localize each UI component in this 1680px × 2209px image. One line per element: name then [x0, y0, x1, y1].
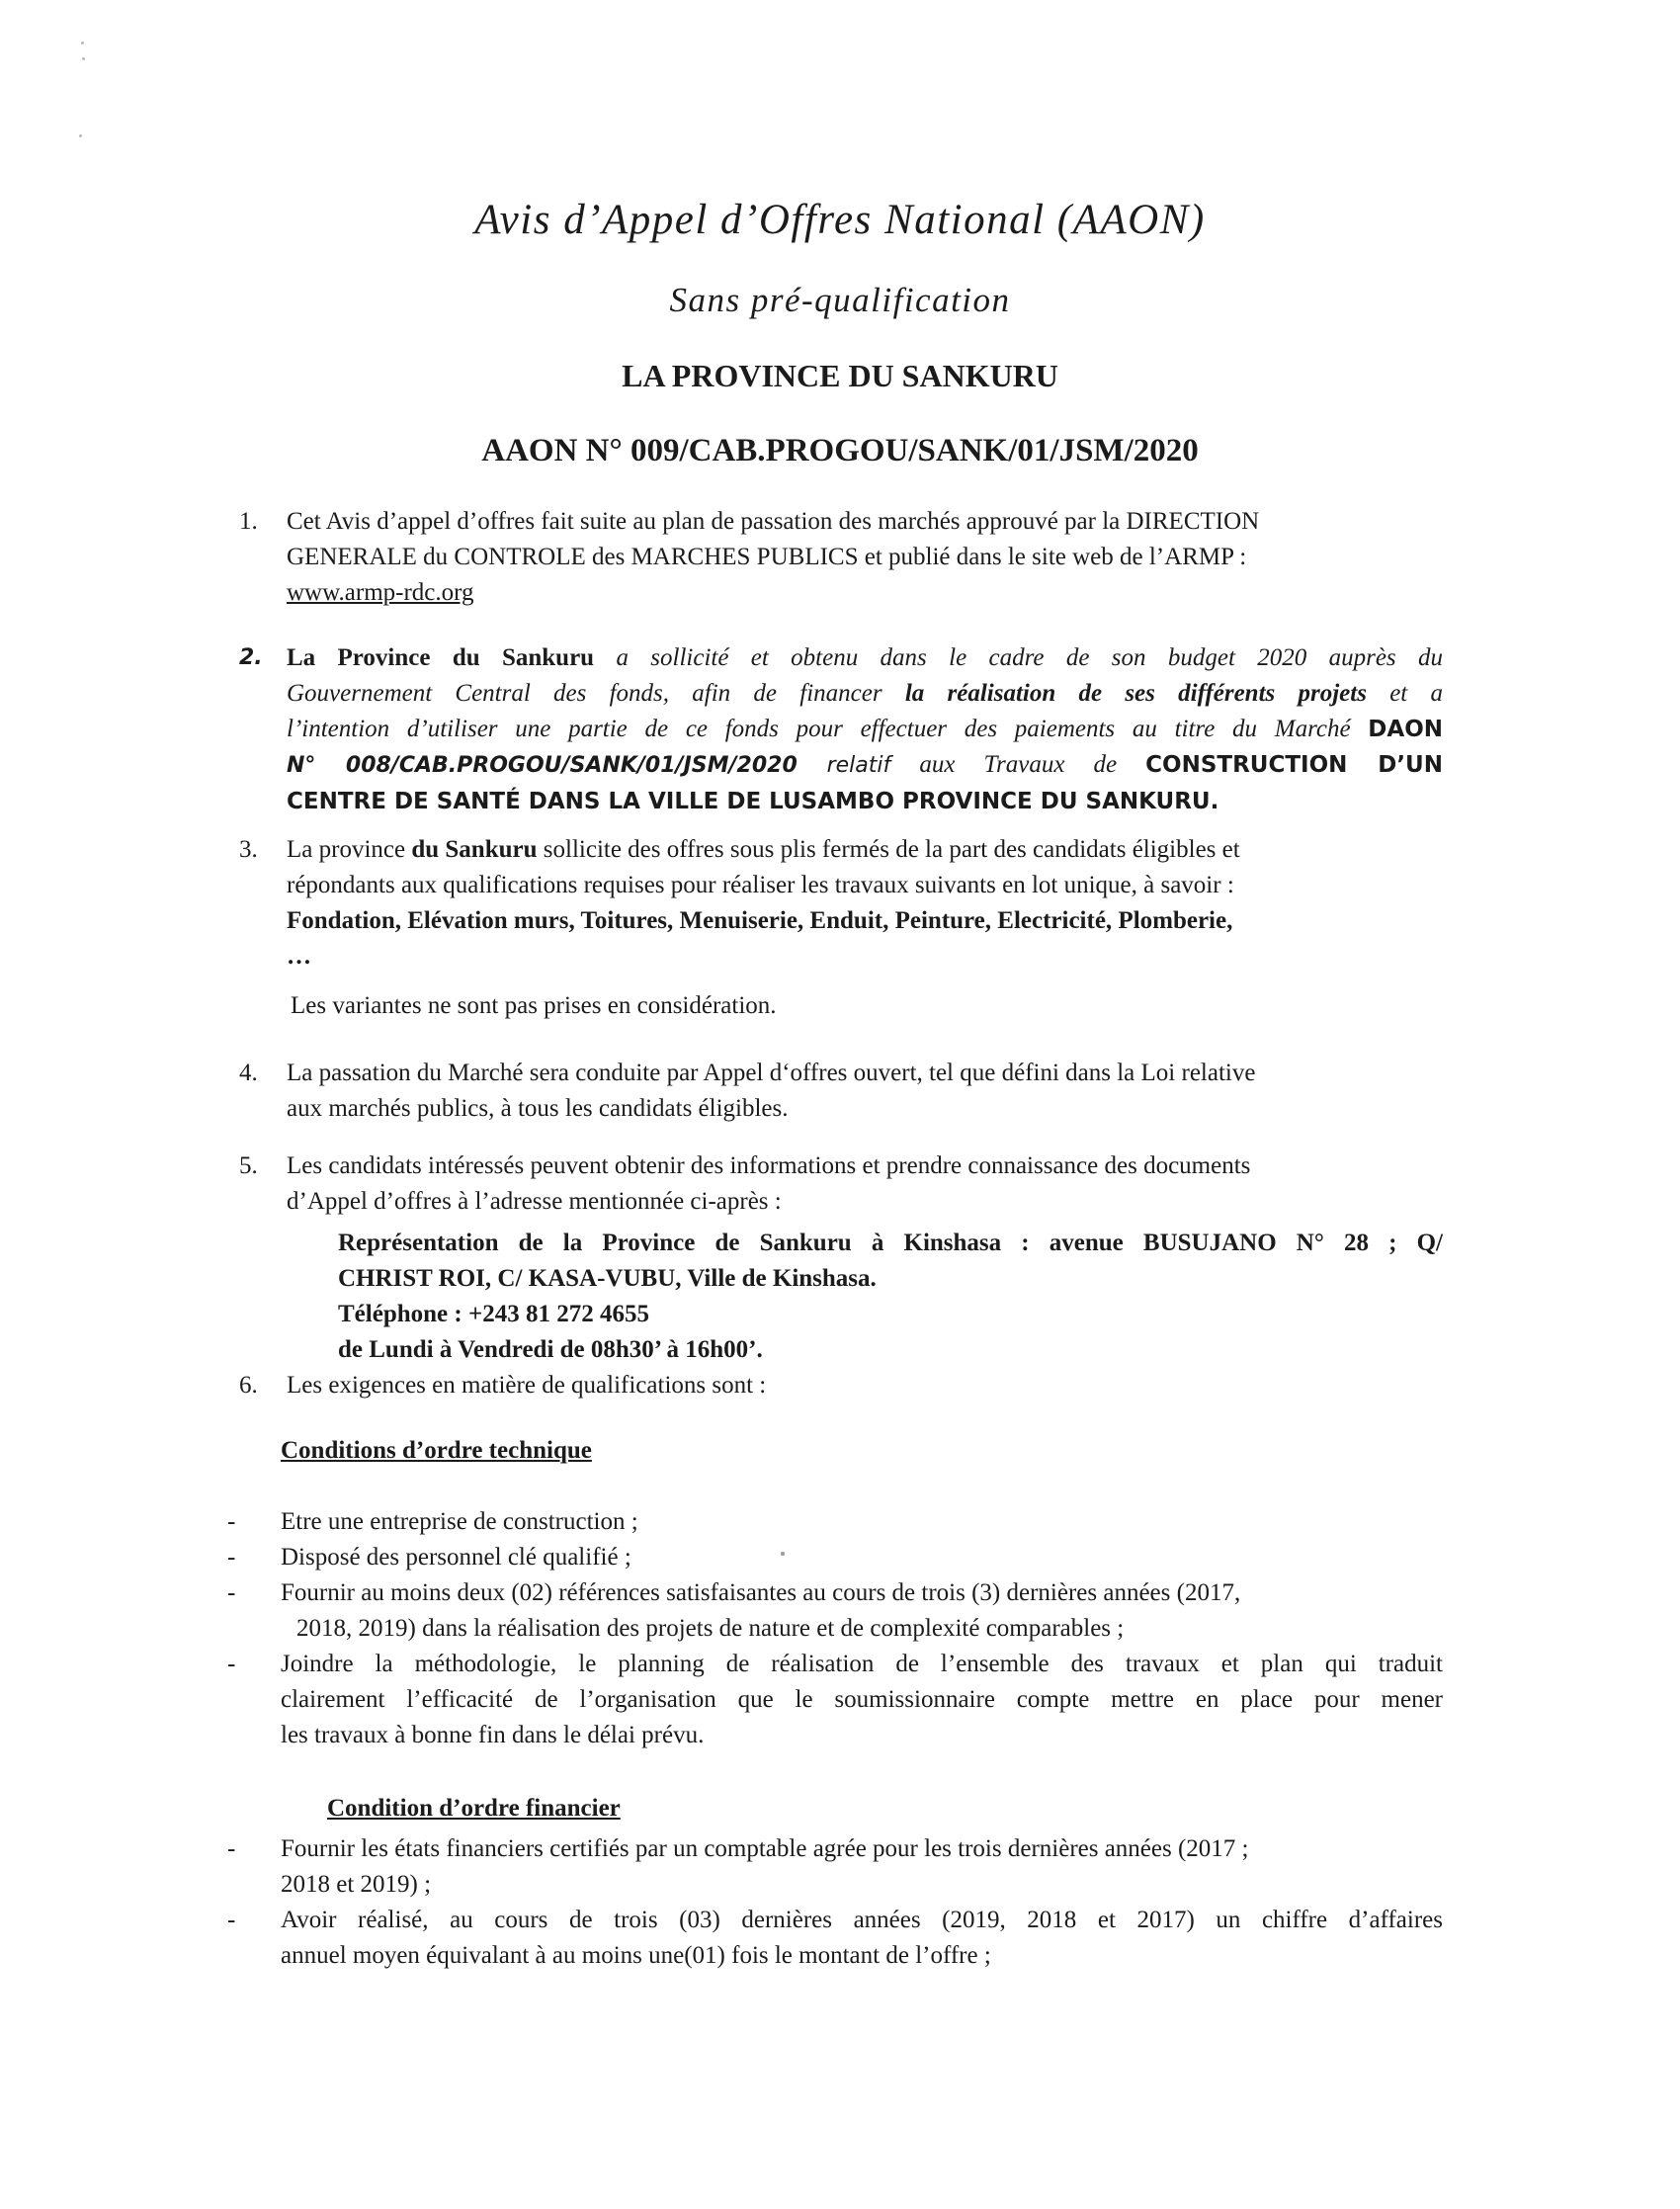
paragraph-text: La province	[287, 836, 412, 863]
paragraph-line: répondants aux qualifications requises pour réaliser les travaux suivants en lot unique, à savoir :	[287, 872, 1234, 898]
armp-website-link[interactable]: www.armp-rdc.org	[287, 579, 474, 606]
paragraph-line	[287, 640, 1443, 676]
scan-speck	[82, 57, 85, 60]
dash-bullet: -	[227, 1907, 236, 1933]
list-item-text: 2018, 2019) dans la réalisation des projets de nature et de complexité comparables ;	[296, 1615, 1125, 1642]
list-item	[227, 1504, 1443, 1540]
address-line: CHRIST ROI, C/ KASA-VUBU, Ville de Kinshasa.	[338, 1265, 877, 1292]
dash-bullet: -	[227, 1835, 236, 1862]
paragraph-number: 3.	[239, 836, 258, 863]
paragraph-emphasis: la réalisation de ses différents projets	[904, 680, 1367, 707]
technical-conditions-heading: Conditions d’ordre technique	[281, 1437, 592, 1464]
paragraph-line: Les candidats intéressés peuvent obtenir des informations et prendre connaissance des documents	[287, 1152, 1251, 1179]
scan-speck	[79, 134, 82, 137]
financial-conditions-heading: Condition d’ordre financier	[327, 1795, 621, 1822]
paragraph-line: La passation du Marché sera conduite par Appel d‘offres ouvert, tel que défini dans la Loi relative	[287, 1060, 1256, 1086]
list-item-text: Avoir réalisé, au cours de trois (03) dernières années (2019, 2018 et 2017) un chiffre d’affaires	[281, 1907, 1443, 1933]
financial-conditions-list	[227, 1831, 1443, 1974]
paragraph-text: aux Travaux de	[890, 751, 1146, 778]
paragraph-6	[239, 1368, 1443, 1403]
paragraph-text: et a	[1366, 680, 1443, 707]
paragraph-2	[239, 640, 1443, 819]
province-name: du Sankuru	[411, 836, 538, 863]
list-item-text: clairement l’efficacité de l’organisation que le soumissionnaire compte mettre en place pour mener	[281, 1686, 1443, 1713]
paragraph-line: Cet Avis d’appel d’offres fait suite au plan de passation des marchés approuvé par la DIRECTION	[287, 508, 1260, 535]
list-item-text: Joindre la méthodologie, le planning de réalisation de l’ensemble des travaux et plan qui traduit	[281, 1651, 1443, 1677]
dash-bullet: -	[227, 1651, 236, 1677]
list-item-text: Etre une entreprise de construction ;	[281, 1508, 638, 1535]
paragraph-line: d’Appel d’offres à l’adresse mentionnée ci-après :	[287, 1188, 782, 1215]
paragraph-line: GENERALE du CONTROLE des MARCHES PUBLICS et publié dans le site web de l’ARMP :	[287, 544, 1247, 570]
list-item	[227, 1540, 1443, 1575]
paragraph-text: sollicite des offres sous plis fermés de la part des candidats éligibles et	[537, 836, 1240, 863]
paragraph-line	[287, 747, 1443, 784]
dash-bullet: -	[227, 1508, 236, 1535]
office-hours: de Lundi à Vendredi de 08h30’ à 16h00’.	[338, 1336, 763, 1363]
scan-speck	[81, 42, 84, 44]
list-item-text: Fournir les états financiers certifiés par un comptable agrée pour les trois dernières années (2017 ;	[281, 1835, 1249, 1862]
list-item	[227, 1903, 1443, 1974]
document-subtitle: Sans pré-qualification	[669, 281, 1011, 319]
list-item-text: les travaux à bonne fin dans le délai prévu.	[281, 1722, 705, 1748]
address-line: Représentation de la Province de Sankuru à Kinshasa : avenue BUSUJANO N° 28 ; Q/	[338, 1230, 1443, 1256]
paragraph-number: 6.	[239, 1372, 258, 1399]
province-heading: LA PROVINCE DU SANKURU	[622, 358, 1058, 393]
paragraph-text: relatif	[797, 753, 891, 778]
variants-note	[291, 988, 1447, 1024]
paragraph-number: 4.	[239, 1060, 258, 1086]
list-item-text: 2018 et 2019) ;	[281, 1871, 432, 1898]
paragraph-line: Les exigences en matière de qualifications sont :	[287, 1372, 767, 1399]
market-reference: DAON	[1368, 717, 1443, 742]
works-list: Fondation, Elévation murs, Toitures, Menuiserie, Enduit, Peinture, Electricité, Plomberie,	[287, 907, 1233, 934]
project-title: CENTRE DE SANTÉ DANS LA VILLE DE LUSAMBO PROVINCE DU SANKURU.	[287, 789, 1219, 814]
paragraph-1	[239, 504, 1443, 611]
technical-conditions-list	[227, 1504, 1443, 1753]
list-item-text: Disposé des personnel clé qualifié ;	[281, 1544, 631, 1571]
paragraph-number: 1.	[239, 508, 258, 535]
paragraph-number: 2.	[239, 645, 263, 670]
paragraph-text: l’intention d’utiliser une partie de ce fonds pour effectuer des paiements au titre du Marché	[287, 716, 1369, 742]
phone-number: Téléphone : +243 81 272 4655	[338, 1301, 649, 1327]
tender-reference: AAON N° 009/CAB.PROGOU/SANK/01/JSM/2020	[481, 433, 1199, 468]
scan-specks	[77, 40, 89, 148]
paragraph-text: a sollicité et obtenu dans le cadre de son budget 2020 auprès du	[594, 644, 1443, 671]
list-item	[227, 1575, 1443, 1647]
dash-bullet: -	[227, 1544, 236, 1571]
paragraph-text: Gouvernement Central des fonds, afin de financer	[287, 680, 905, 707]
document-title: Avis d’Appel d’Offres National (AAON)	[474, 197, 1206, 243]
project-title: CONSTRUCTION D’UN	[1145, 752, 1443, 778]
list-item	[227, 1647, 1443, 1753]
dash-bullet: -	[227, 1579, 236, 1606]
market-reference: N° 008/CAB.PROGOU/SANK/01/JSM/2020	[287, 753, 798, 778]
paragraph-line	[287, 676, 1443, 712]
province-name: La Province du Sankuru	[287, 644, 595, 671]
paragraph-line: Les variantes ne sont pas prises en considération.	[291, 992, 777, 1019]
list-item-text: annuel moyen équivalant à au moins une(01) fois le montant de l’offre ;	[281, 1942, 991, 1969]
paragraph-line	[287, 712, 1443, 747]
contact-address	[338, 1226, 1443, 1368]
list-item	[227, 1831, 1443, 1903]
paragraph-number: 5.	[239, 1152, 258, 1179]
paragraph-5	[239, 1148, 1443, 1220]
paragraph-line	[287, 832, 1443, 868]
paragraph-4	[239, 1056, 1443, 1127]
paragraph-line: aux marchés publics, à tous les candidats éligibles.	[287, 1095, 789, 1122]
works-list-ellipsis: …	[287, 943, 311, 970]
list-item-text: Fournir au moins deux (02) références satisfaisantes au cours de trois (3) dernières années (2017,	[281, 1579, 1241, 1606]
paragraph-3	[239, 832, 1443, 975]
